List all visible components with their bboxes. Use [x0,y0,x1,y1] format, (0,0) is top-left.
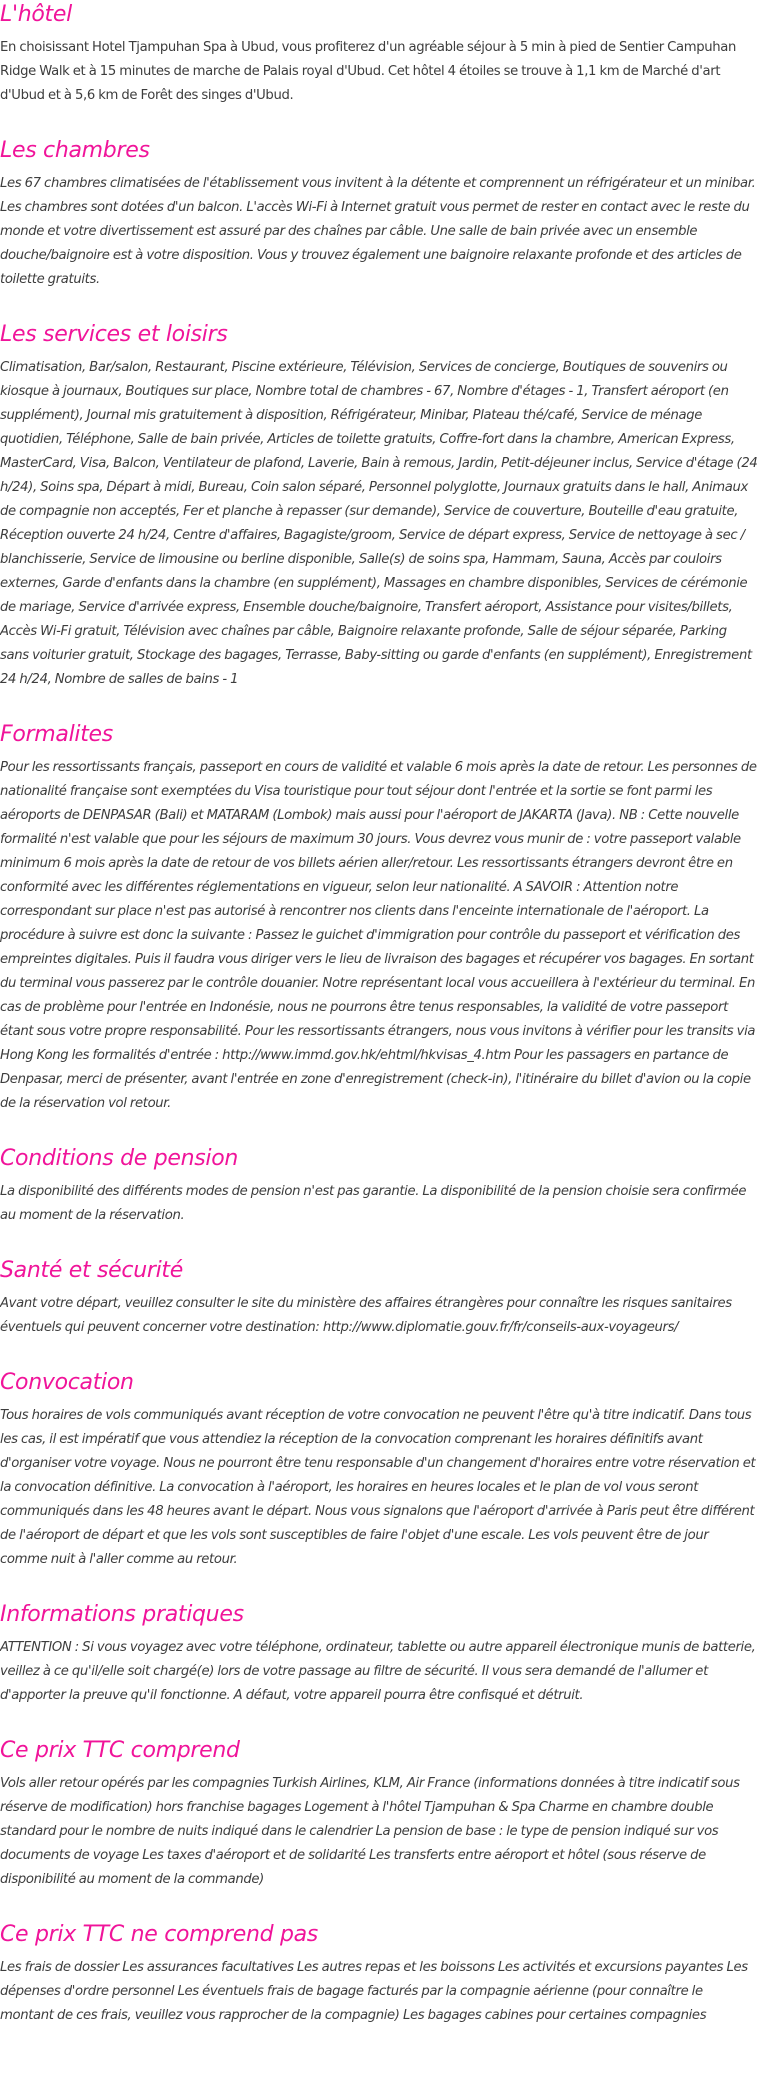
section-title-formalities: Formalites [0,722,113,747]
section-body-price-excludes: Les frais de dossier Les assurances facultatives Les autres repas et les boissons Les activités et excursions payantes Les dépenses d'ordre personnel Les éventuels frais de bagage facturés par la compagnie aérienne (pour connaître le montant de ces frais, veuillez vous rapprocher de la compagnie) Les bagages cabines pour certaines compagnies [0,1960,748,2023]
section-title-price-includes: Ce prix TTC comprend [0,1738,240,1763]
section-body-health-safety: Avant votre départ, veuillez consulter le site du ministère des affaires étrangères pour connaître les risques sanitaires éventuels qui peuvent concerner votre destination: http://www.diplomatie.gouv.fr/fr/conseils-aux-voyageurs/ [0,1296,732,1335]
section-body-convocation: Tous horaires de vols communiqués avant réception de votre convocation ne peuvent l'être qu'à titre indicatif. Dans tous les cas, il est impératif que vous attendiez la réception de la convocation comprenant les horaires définitifs avant d'organiser votre voyage. Nous ne pourront être tenu responsable d'un changement d'horaires entre votre réservation et la convocation définitive. La convocation à l'aéroport, les horaires en heures locales et le plan de vol vous seront communiqués dans les 48 heures avant le départ. Nous vous signalons que l'aéroport d'arrivée à Paris peut être différent de l'aéroport de départ et que les vols sont susceptibles de faire l'objet d'une escale. Les vols peuvent être de jour comme nuit à l'aller comme au retour. [0,1408,756,1567]
section-title-rooms: Les chambres [0,138,150,163]
section-health-safety [0,1256,758,1340]
section-services [0,320,758,692]
section-body-board-conditions: La disponibilité des différents modes de pension n'est pas garantie. La disponibilité de la pension choisie sera confirmée au moment de la réservation. [0,1184,747,1223]
section-body-hotel: En choisissant Hotel Tjampuhan Spa à Ubud, vous profiterez d'un agréable séjour à 5 min à pied de Sentier Campuhan Ridge Walk et à 15 minutes de marche de Palais royal d'Ubud. Cet hôtel 4 étoiles se trouve à 1,1 km de Marché d'art d'Ubud et à 5,6 km de Forêt des singes d'Ubud. [0,40,736,103]
section-body-practical-info: ATTENTION : Si vous voyagez avec votre téléphone, ordinateur, tablette ou autre appareil électronique munis de batterie, veillez à ce qu'il/elle soit chargé(e) lors de votre passage au filtre de sécurité. Il vous sera demandé de l'allumer et d'apporter la preuve qu'il fonctionne. A défaut, votre appareil pourra être confisqué et détruit. [0,1640,756,1703]
section-title-practical-info: Informations pratiques [0,1602,244,1627]
section-rooms [0,136,758,292]
section-price-excludes [0,1920,758,2028]
section-title-health-safety: Santé et sécurité [0,1258,183,1283]
section-body-services: Climatisation, Bar/salon, Restaurant, Piscine extérieure, Télévision, Services de concierge, Boutiques de souvenirs ou kiosque à journaux, Boutiques sur place, Nombre total de chambres - 67, Nombre d'étages - 1, Transfert aéroport (en supplément), Journal mis gratuitement à disposition, Réfrigérateur, Minibar, Plateau thé/café, Service de ménage quotidien, Téléphone, Salle de bain privée, Articles de toilette gratuits, Coffre-fort dans la chambre, American Express, MasterCard, Visa, Balcon, Ventilateur de plafond, Laverie, Bain à remous, Jardin, Petit-déjeuner inclus, Service d'étage (24 h/24), Soins spa, Départ à midi, Bureau, Coin salon séparé, Personnel polyglotte, Journaux gratuits dans le hall, Animaux de compagnie non acceptés, Fer et planche à repasser (sur demande), Service de couverture, Bouteille d'eau gratuite, Réception ouverte 24 h/24, Centre d'affaires, Bagagiste/groom, Service de départ express, Service de nettoyage à sec / blanchisserie, Service de limousine ou berline disponible, Salle(s) de soins spa, Hammam, Sauna, Accès par couloirs externes, Garde d'enfants dans la chambre (en supplément), Massages en chambre disponibles, Services de cérémonie de mariage, Service d'arrivée express, Ensemble douche/baignoire, Transfert aéroport, Assistance pour visites/billets, Accès Wi-Fi gratuit, Télévision avec chaînes par câble, Baignoire relaxante profonde, Salle de séjour séparée, Parking sans voiturier gratuit, Stockage des bagages, Terrasse, Baby-sitting ou garde d'enfants (en supplément), Enregistrement 24 h/24, Nombre de salles de bains - 1 [0,360,758,687]
section-hotel [0,0,758,108]
section-board-conditions [0,1144,758,1228]
section-title-price-excludes: Ce prix TTC ne comprend pas [0,1922,318,1947]
section-title-hotel: L'hôtel [0,2,72,27]
section-body-rooms: Les 67 chambres climatisées de l'établissement vous invitent à la détente et comprennent un réfrigérateur et un minibar. Les chambres sont dotées d'un balcon. L'accès Wi-Fi à Internet gratuit vous permet de rester en contact avec le reste du monde et votre divertissement est assuré par des chaînes par câble. Une salle de bain privée avec un ensemble douche/baignoire est à votre disposition. Vous y trouvez également une baignoire relaxante profonde et des articles de toilette gratuits. [0,176,756,287]
section-practical-info [0,1600,758,1708]
section-title-convocation: Convocation [0,1370,134,1395]
section-formalities [0,720,758,1116]
section-convocation [0,1368,758,1572]
section-title-board-conditions: Conditions de pension [0,1146,239,1171]
section-price-includes [0,1736,758,1892]
section-body-price-includes: Vols aller retour opérés par les compagnies Turkish Airlines, KLM, Air France (informations données à titre indicatif sous réserve de modification) hors franchise bagages Logement à l'hôtel Tjampuhan & Spa Charme en chambre double standard pour le nombre de nuits indiqué dans le calendrier La pension de base : le type de pension indiqué sur vos documents de voyage Les taxes d'aéroport et de solidarité Les transferts entre aéroport et hôtel (sous réserve de disponibilité au moment de la commande) [0,1776,740,1887]
section-title-services: Les services et loisirs [0,322,228,347]
section-body-formalities: Pour les ressortissants français, passeport en cours de validité et valable 6 mois après la date de retour. Les personnes de nationalité française sont exemptées du Visa touristique pour tout séjour dont l'entrée et la sortie se font parmi les aéroports de DENPASAR (Bali) et MATARAM (Lombok) mais aussi pour l'aéroport de JAKARTA (Java). NB : Cette nouvelle formalité n'est valable que pour les séjours de maximum 30 jours. Vous devrez vous munir de : votre passeport valable minimum 6 mois après la date de retour de vos billets aérien aller/retour. Les ressortissants étrangers devront être en conformité avec les différentes réglementations en vigueur, selon leur nationalité. A SAVOIR : Attention notre correspondant sur place n'est pas autorisé à rencontrer nos clients dans l'enceinte internationale de l'aéroport. La procédure à suivre est donc la suivante : Passez le guichet d'immigration pour contrôle du passeport et vérification des empreintes digitales. Puis il faudra vous diriger vers le lieu de livraison des bagages et récupérer vos bagages. En sortant du terminal vous passerez par le contrôle douanier. Notre représentant local vous accueillera à l'extérieur du terminal. En cas de problème pour l'entrée en Indonésie, nous ne pourrons être tenus responsables, la validité de votre passeport étant sous votre propre responsabilité. Pour les ressortissants étrangers, nous vous invitons à vérifier pour les transits via Hong Kong les formalités d'entrée : http://www.immd.gov.hk/ehtml/hkvisas_4.htm Pour les passagers en partance de Denpasar, merci de présenter, avant l'entrée en zone d'enregistrement (check-in), l'itinéraire du billet d'avion ou la copie de la réservation vol retour. [0,760,757,1111]
